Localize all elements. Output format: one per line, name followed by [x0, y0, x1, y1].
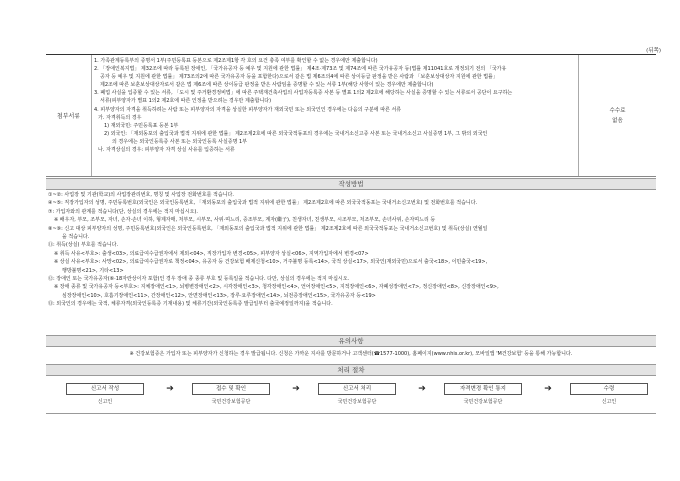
attachment-line: 3. 폐업 사실을 입증할 수 있는 서류, 「도시 및 주거환경정비법」에 따른 주택재건축사업의 사업자등록증 사본 등 별표 1의2 제2호에 해당하는 사실을 증명할 수 있는 서류로서 공단이 요구하는 — [94, 90, 513, 97]
attachment-line: 제2조에 따른 보훈보상대상자로서 같은 법 제6조에 따른 상이등급 판정을 받은 사람임을 증명할 수 있는 서류 1부(해당 사항이 있는 경우에만 제출합니다) — [100, 82, 434, 89]
howto-line: ④~⑤: 직장가입자의 성명, 주민등록번호(외국인은 외국인등록번호, 「재외동포의 출입국과 법적 지위에 관한 법률」 제2조제2호에 따른 외국국적동포는 국내거소신고번호) 및 전화번호를 적습니다. — [48, 200, 478, 207]
procedure-step — [444, 383, 522, 405]
arrow-right-icon: ➔ — [544, 384, 552, 394]
attachment-line: 의 경우에는 외국인등록증 사본 또는 외국인등록 사실증명 1부 — [112, 138, 248, 145]
step-actor: 신고인 — [601, 399, 617, 405]
howto-line: 을 적습니다. — [62, 234, 90, 241]
attachment-line: 공자 등 예우 및 지원에 관한 법률」 제73조의2에 따른 국가유공자 등을 포함한다)으로서 같은 법 제6조의4에 따른 상이등급 판정을 받은 사람과 「보훈보상대상자 지원에 관한 법률」 — [100, 74, 498, 81]
procedure-step — [570, 383, 648, 405]
attachment-line: 4. 피부양자의 자격을 취득하려는 사람 또는 피부양자의 자격을 상실한 피부양자가 재외국민 또는 외국인인 경우에는 다음의 구분에 따른 서류 — [94, 106, 402, 113]
attachment-line: 나. 자격상실의 경우: 피부양자 자격 상실 사유를 입증하는 서류 — [98, 147, 235, 154]
fee-cell — [578, 55, 656, 176]
bottom-rule — [46, 413, 656, 414]
howto-line: ⑦: 가입자와의 관계를 적습니다(단, 상실의 경우에는 적지 마십시오). — [48, 208, 198, 215]
fee-value: 없음 — [612, 117, 623, 124]
arrow-right-icon: ➔ — [292, 384, 300, 394]
step-label: 접수 및 확인 — [192, 383, 270, 395]
howto-line: ⑧~⑨: 신고 대상 피부양자의 성명, 주민등록번호(외국인은 외국인등록번호, 「재외동포의 출입국과 법적 지위에 관한 법률」 제2조제2호에 따른 외국국적동포는 국내거소신고번호) 및 취득(상실) 연월일 — [48, 225, 488, 232]
arrow-right-icon: ➔ — [418, 384, 426, 394]
arrow-right-icon: ➔ — [166, 384, 174, 394]
attachment-line: 2) 외국인: 「재외동포의 출입국과 법적 지위에 관한 법률」 제2조제2호에 따른 외국국적동포의 경우에는 국내거소신고증 사본 또는 국내거소신고 사실증명 1부, 그 밖의 외국인 — [104, 130, 488, 137]
procedure-flow — [66, 383, 646, 423]
howto-heading: 작성방법 — [46, 178, 656, 190]
step-label: 수령 — [570, 383, 648, 395]
howto-line: ※ 상실 사유<부호>: 사망<02>, 의료급여수급권자로 책정<04>, 유공자 등 건강보험 배제신청<10>, 거주불명 등록<14>, 국적 상실<17>, 외국인(재외국민)으로서 출국<18>, 이민출국<19>, — [54, 259, 488, 266]
step-actor: 국민건강보험공단 — [211, 399, 251, 405]
fee-label: 수수료 — [609, 107, 626, 114]
step-actor: 신고인 — [97, 399, 113, 405]
howto-list — [48, 191, 654, 309]
page-side-tag: (뒤쪽) — [646, 48, 661, 54]
procedure-step — [66, 383, 144, 405]
notice-heading: 유의사항 — [46, 335, 656, 347]
step-actor: 국민건강보험공단 — [463, 399, 503, 405]
attachment-line: 1. 가족관계등록부의 증명서 1부(주민등록표 등본으로 제2조제1항 각 호의 요건 충족 여부를 확인할 수 없는 경우에만 제출합니다) — [94, 58, 378, 64]
howto-line: ⑫: 장애인 또는 국가유공자(⑥·18자란상이자 포함)인 경우 장애 종 종류 부호 및 등록일을 적습니다. 다만, 상실의 경우에는 적지 마십시오. — [48, 276, 350, 283]
attachment-line: 가. 자격취득의 경우 — [98, 114, 142, 121]
howto-line: ⑬: 외국인의 경우에는 국적, 체류자격(외국인등록증 기재내용) 및 체류기간(외국인등록증 발급일부터 출국예정일까지)을 적습니다. — [48, 301, 333, 308]
howto-line: ⑪: 취득(상실) 부호를 적습니다. — [48, 242, 119, 249]
procedure-step — [318, 383, 396, 405]
attachments-list — [92, 57, 577, 154]
attachments-section — [46, 54, 656, 177]
procedure-heading: 처리 절차 — [46, 364, 656, 376]
attachment-line: 서류(피부양자가 별표 1의2 제2호에 따른 인정을 받으려는 경우만 제출합니다) — [100, 98, 272, 105]
howto-line: ※ 취득 사유<부호>: 출생<03>, 의료급여수급권자에서 제외<04>, 직장가입자 변경<05>, 피부양자 상실<06>, 지역가입자에서 변경<07> — [54, 250, 369, 257]
step-label: 신고서 처리 — [318, 383, 396, 395]
howto-line: 심장장애인<10>, 호흡기장애인<11>, 간장애인<12>, 안면장애인<13>, 장루·요루장애인<14>, 뇌전증장애인<15>, 국가유공자 등<19> — [62, 292, 376, 299]
attachments-label: 첨부서류 — [46, 55, 92, 176]
step-label: 자격변경 확인 통지 — [444, 383, 522, 395]
howto-line: ※ 배우자, 부모, 조부모, 자녀, 손자·손녀 이하, 형제자매, 처부모, 시부모, 사위·며느리, 증조부모, 계자(繼子), 친생자녀, 친생부모, 시조부모, 처조부모, 손녀사위, 손자며느리 등 — [54, 217, 436, 224]
attachment-line: 2. 「장애인복지법」 제32조에 따라 등록된 장애인, 「국가유공자 등 예우 및 지원에 관한 법률」 제4조·제73조 및 제74조에 따른 국가유공자 등(법률 제11041호로 개정되기 전의 「국가유 — [94, 66, 507, 73]
step-label: 신고서 작성 — [66, 383, 144, 395]
notice-text: ※ 건강보험증은 가입자 또는 피부양자가 신청하는 경우 발급됩니다. 신청은 가까운 지사를 방문하거나 고객센터(☎1577-1000), 홈페이지(www.nhis.or.kr), 모바일앱 'M건강보험' 등을 통해 가능합니다. — [129, 351, 573, 357]
howto-line: ※ 장애 종류 및 국가유공자 등<부호>: 지체장애인<1>, 뇌병변장애인<2>, 시각장애인<3>, 청각장애인<4>, 언어장애인<5>, 지적장애인<6>, 자폐성장애인<7>, 정신장애인<8>, 신장장애인<9>, — [54, 284, 499, 291]
attachment-line: 1) 재외국민: 주민등록표 등본 1부 — [104, 122, 179, 129]
howto-line: ①~②: 사업장 및 기관(학교)의 사업장관리번호, 명칭 및 사업장 전화번호를 적습니다. — [48, 192, 234, 198]
step-actor: 국민건강보험공단 — [337, 399, 377, 405]
howto-line: 행방불명<21>, 기타<13> — [62, 267, 124, 274]
procedure-step — [192, 383, 270, 405]
